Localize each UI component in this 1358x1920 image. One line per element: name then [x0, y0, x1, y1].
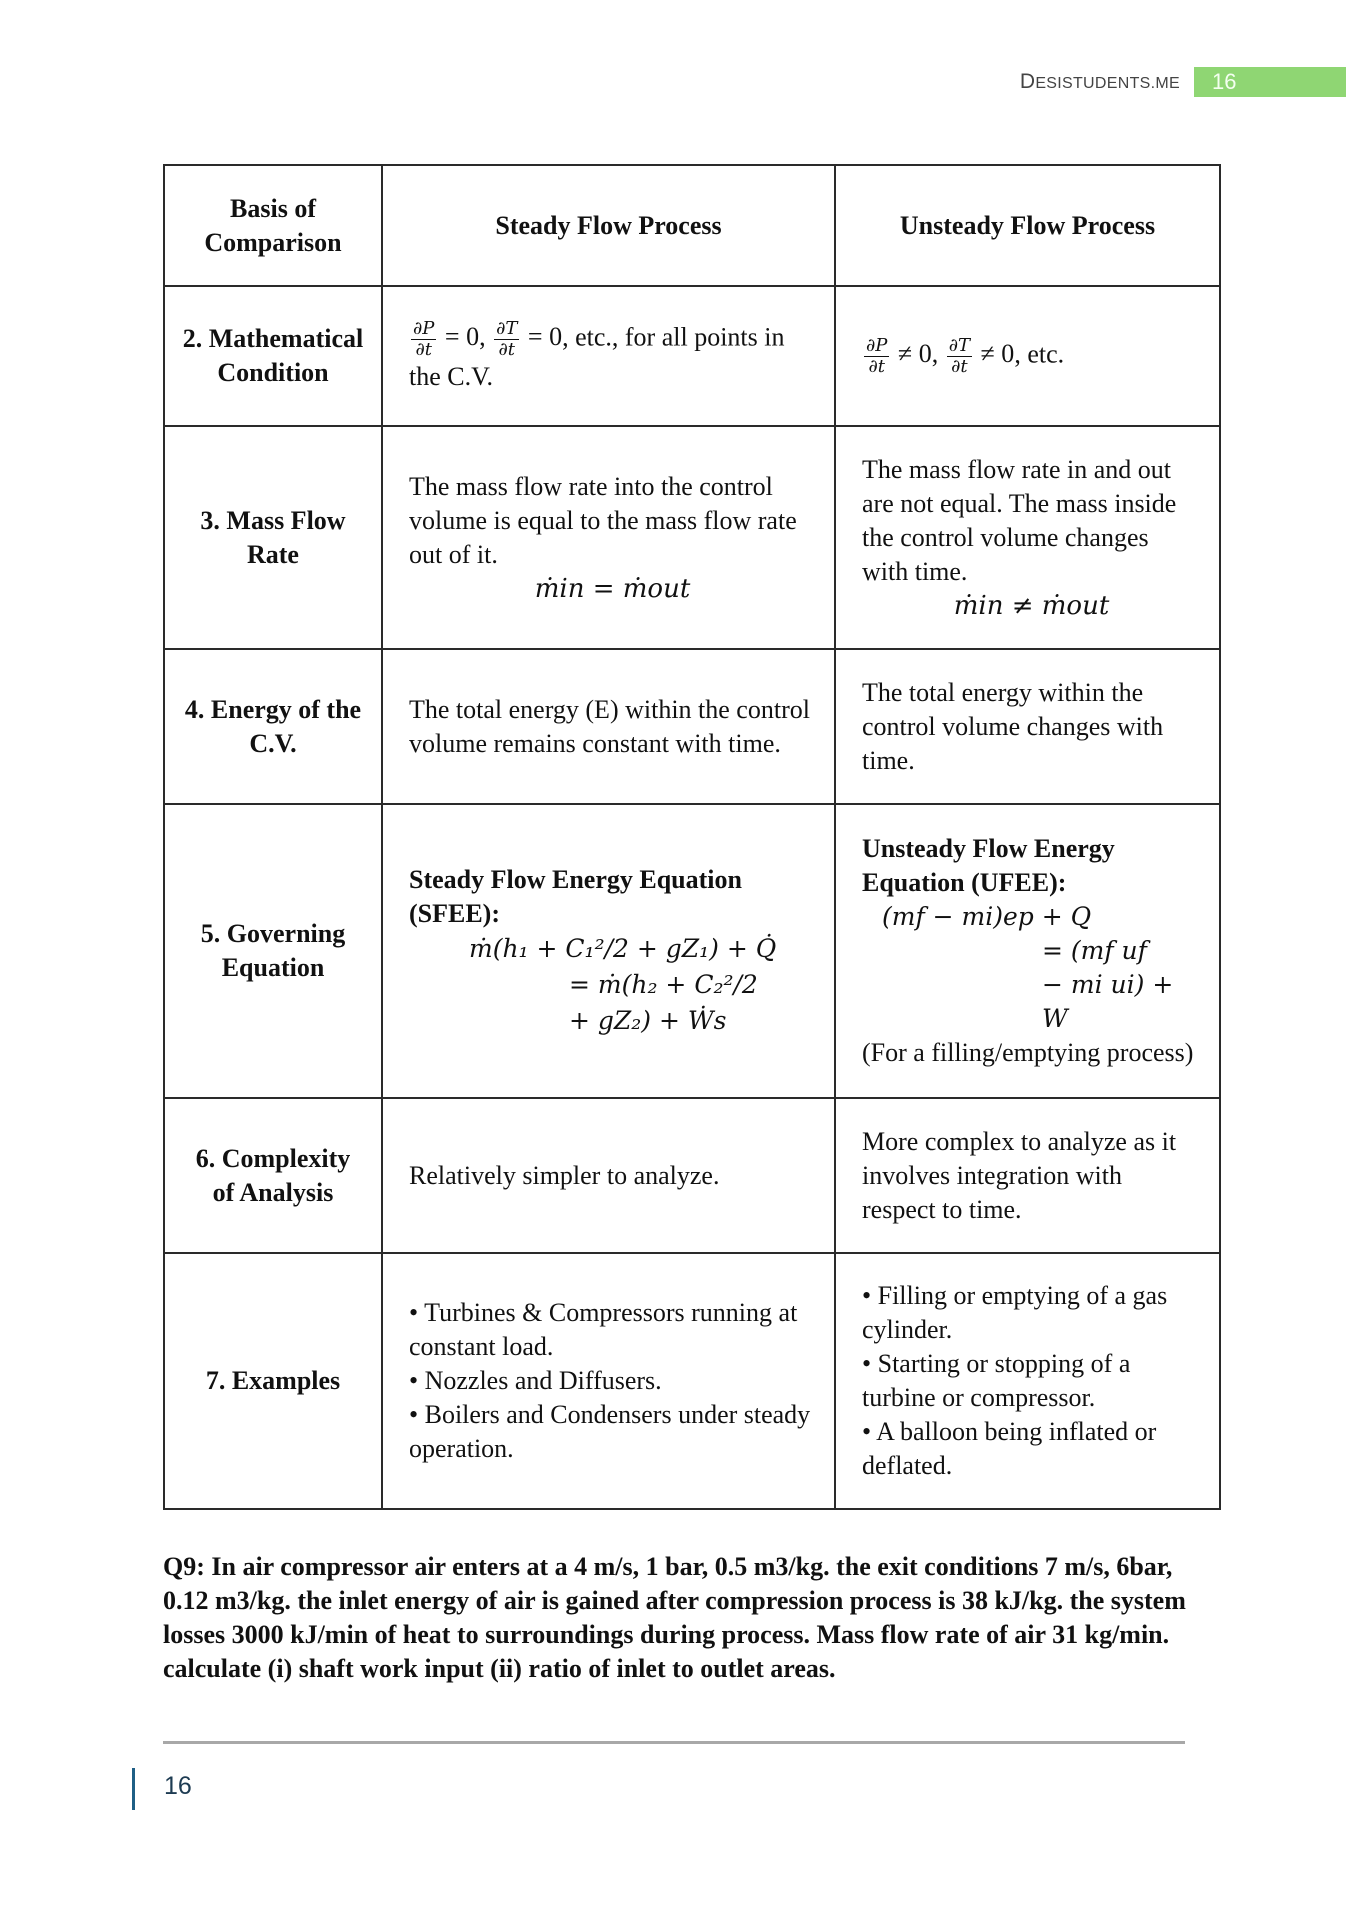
cell-text: The mass flow rate in and out are not equal. The mass inside the control volume changes with time.: [862, 454, 1177, 586]
equation-line: − mi ui) + W: [1042, 970, 1174, 1033]
footer-page-number: 16: [164, 1772, 192, 1800]
unsteady-cell: [835, 426, 1220, 649]
list-item: • Starting or stopping of a turbine or compressor.: [862, 1349, 1131, 1412]
row-label: 3. Mass Flow Rate: [164, 426, 382, 649]
table-row: [164, 804, 1220, 1098]
site-name-initial: D: [1019, 70, 1036, 93]
equation-line: + gZ₂) + Ẇs: [569, 1006, 727, 1035]
math-expression: $\frac{\partial P}{\partial t}$ = 0, $\frac{\partial T}{\partial t}$ = 0: [413, 317, 563, 360]
equation-line: (mf − mi)ep + Q: [882, 902, 1092, 931]
page-number-badge: 16: [1194, 67, 1346, 97]
column-header-basis: Basis of Comparison: [164, 165, 382, 286]
row-label: 4. Energy of the C.V.: [164, 649, 382, 804]
equation-line: = ṁ(h₂ + C₂²/2: [569, 970, 758, 999]
steady-cell: [382, 804, 835, 1098]
steady-cell: [382, 426, 835, 649]
unsteady-cell: [835, 1253, 1220, 1509]
table-row: [164, 426, 1220, 649]
steady-cell: [382, 1253, 835, 1509]
steady-cell: Relatively simpler to analyze.: [382, 1098, 835, 1253]
equation-line: = (mf uf: [1042, 936, 1147, 965]
math-expression: $\frac{\partial P}{\partial t}$ ≠ 0, $\frac{\partial T}{\partial t}$ ≠ 0: [866, 334, 1015, 377]
ufee-note: (For a filling/emptying process): [862, 1038, 1194, 1067]
steady-cell: $\frac{\partial P}{\partial t}$ = 0, $\frac{\partial T}{\partial t}$ = 0, etc., for all points in the C.V.: [382, 286, 835, 426]
table-row: [164, 1253, 1220, 1509]
column-header-unsteady: Unsteady Flow Process: [835, 165, 1220, 286]
list-item: • Nozzles and Diffusers.: [409, 1366, 662, 1395]
unsteady-cell: $\frac{\partial P}{\partial t}$ ≠ 0, $\frac{\partial T}{\partial t}$ ≠ 0, etc.: [835, 286, 1220, 426]
unsteady-cell: [835, 804, 1220, 1098]
list-item: • A balloon being inflated or deflated.: [862, 1417, 1157, 1480]
unsteady-cell: The total energy within the control volume changes with time.: [835, 649, 1220, 804]
table-row: [164, 649, 1220, 804]
footer-accent-bar: [132, 1768, 135, 1810]
column-header-steady: Steady Flow Process: [382, 165, 835, 286]
ufee-title: Unsteady Flow Energy Equation (UFEE):: [862, 834, 1115, 897]
unsteady-cell: More complex to analyze as it involves integration with respect to time.: [835, 1098, 1220, 1253]
list-item: • Turbines & Compressors running at constant load.: [409, 1298, 798, 1361]
row-label: 7. Examples: [164, 1253, 382, 1509]
row-label: 2. Mathematical Condition: [164, 286, 382, 426]
cell-text: The mass flow rate into the control volume is equal to the mass flow rate out of it.: [409, 471, 797, 569]
table-row: [164, 286, 1220, 426]
steady-cell: The total energy (E) within the control volume remains constant with time.: [382, 649, 835, 804]
footer-divider: [163, 1741, 1185, 1744]
sfee-title: Steady Flow Energy Equation (SFEE):: [409, 865, 742, 928]
list-item: • Filling or emptying of a gas cylinder.: [862, 1281, 1168, 1344]
table-header-row: [164, 165, 1220, 286]
site-name-rest: ESISTUDENTS.ME: [1035, 75, 1180, 92]
table-row: [164, 1098, 1220, 1253]
site-name: [1010, 70, 1180, 94]
mass-balance-equation: ṁin ≠ ṁout: [953, 590, 1110, 621]
equation-line: ṁ(h₁ + C₁²/2 + gZ₁) + Q̇: [469, 934, 777, 963]
row-label: 6. Complexity of Analysis: [164, 1098, 382, 1253]
comparison-table: [163, 164, 1221, 1510]
list-item: • Boilers and Condensers under steady operation.: [409, 1400, 811, 1463]
question-text: Q9: In air compressor air enters at a 4 m/s, 1 bar, 0.5 m3/kg. the exit conditions 7 m/s, 6bar, 0.12 m3/kg. the inlet energy of air is gained after compression process is 38 kJ/kg. the system losses 3000 kJ/min of heat to surroundings during process. Mass flow rate of air 31 kg/min. calculate (i) shaft work input (ii) ratio of inlet to outlet areas.: [163, 1552, 1186, 1683]
row-label: 5. Governing Equation: [164, 804, 382, 1098]
mass-balance-equation: ṁin = ṁout: [534, 573, 691, 604]
